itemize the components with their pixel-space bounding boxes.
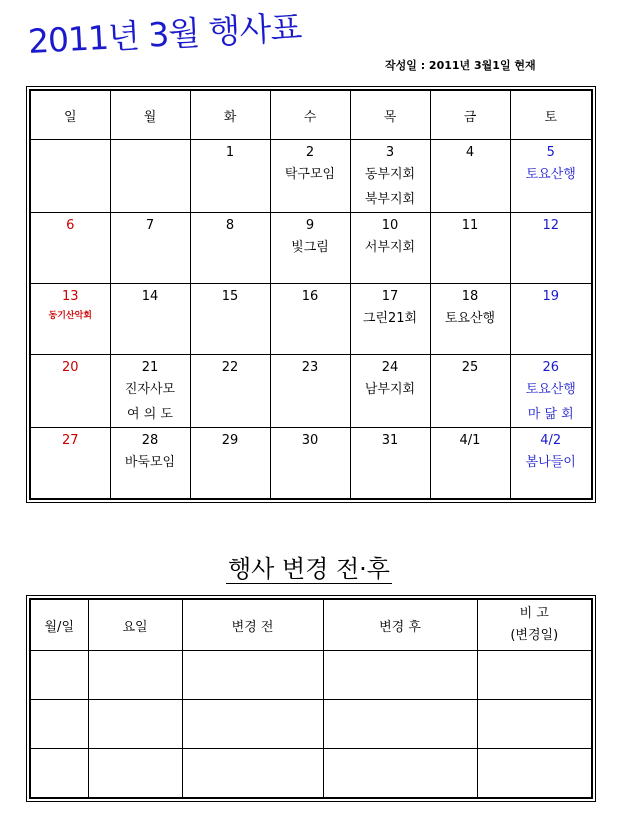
table-cell — [323, 700, 477, 749]
event-label: 봄나들이 — [525, 455, 576, 470]
day-number: 4/1 — [459, 433, 481, 448]
calendar-week — [30, 213, 592, 284]
day-number: 11 — [461, 218, 479, 233]
calendar-week — [30, 428, 592, 500]
calendar-day — [430, 284, 510, 355]
event-label: 토요산행 — [525, 167, 576, 182]
table-cell — [30, 700, 88, 749]
calendar-day — [510, 213, 592, 284]
calendar-day — [190, 140, 270, 213]
calendar-day — [270, 140, 350, 213]
calendar-week — [30, 140, 592, 213]
day-number: 18 — [461, 289, 479, 304]
calendar-day — [350, 428, 430, 500]
col-header-weekday: 요일 — [88, 599, 182, 651]
created-date: 작성일 : 2011년 3월1일 현재 — [385, 59, 536, 72]
day-number: 24 — [381, 360, 399, 375]
day-number: 3 — [385, 145, 395, 160]
changes-header-row — [30, 599, 592, 651]
event-label: 진자사모 — [124, 382, 176, 397]
col-header-before: 변경 전 — [182, 599, 323, 651]
calendar-day — [30, 213, 110, 284]
day-number: 9 — [305, 218, 315, 233]
day-number: 19 — [542, 289, 560, 304]
calendar-day — [350, 140, 430, 213]
day-number: 4 — [465, 145, 475, 160]
calendar-day — [190, 284, 270, 355]
event-label: 서부지회 — [364, 240, 416, 255]
table-cell — [88, 749, 182, 799]
day-number: 10 — [381, 218, 399, 233]
calendar-day — [110, 355, 190, 428]
calendar-day — [110, 213, 190, 284]
day-number: 13 — [61, 289, 79, 304]
calendar-day — [350, 213, 430, 284]
day-number: 8 — [225, 218, 235, 233]
day-number: 15 — [221, 289, 239, 304]
calendar-header-row — [30, 90, 592, 140]
day-number: 30 — [301, 433, 319, 448]
day-header-thu: 목 — [350, 90, 430, 140]
calendar-day — [30, 140, 110, 213]
day-number: 17 — [381, 289, 399, 304]
day-number — [31, 140, 110, 144]
event-label: 탁구모임 — [284, 167, 336, 182]
day-number: 27 — [61, 433, 79, 448]
day-number: 20 — [61, 360, 79, 375]
event-label: 바둑모임 — [124, 455, 176, 470]
event-label: 여 의 도 — [127, 407, 173, 422]
event-label: 빛그림 — [291, 240, 329, 255]
table-row — [30, 700, 592, 749]
note-header-line: (변경일) — [510, 628, 559, 643]
day-number: 29 — [221, 433, 239, 448]
calendar-day — [190, 213, 270, 284]
day-number: 7 — [145, 218, 155, 233]
col-header-after: 변경 후 — [323, 599, 477, 651]
table-cell — [30, 651, 88, 700]
table-cell — [182, 651, 323, 700]
day-number: 21 — [141, 360, 159, 375]
calendar-day — [430, 140, 510, 213]
day-header-mon: 월 — [110, 90, 190, 140]
calendar-day — [110, 428, 190, 500]
table-cell — [477, 749, 592, 799]
day-number: 12 — [542, 218, 560, 233]
calendar-day — [190, 428, 270, 500]
day-number: 6 — [66, 218, 75, 233]
calendar-week — [30, 355, 592, 428]
calendar-day — [270, 213, 350, 284]
day-number: 2 — [305, 145, 315, 160]
calendar-day — [110, 140, 190, 213]
day-header-tue: 화 — [190, 90, 270, 140]
day-header-fri: 금 — [430, 90, 510, 140]
changes-title: 행사 변경 전·후 — [228, 555, 390, 583]
event-label: 그린21회 — [362, 311, 418, 326]
event-label: 남부지회 — [364, 382, 416, 397]
calendar-day — [510, 428, 592, 500]
calendar-day — [30, 355, 110, 428]
event-label: 토요산행 — [525, 382, 576, 397]
event-label: 동부지회 — [364, 167, 416, 182]
day-number: 4/2 — [540, 433, 562, 448]
page-title: 2011년 3월 행사표 — [27, 7, 303, 61]
calendar-day — [350, 284, 430, 355]
day-number: 22 — [221, 360, 239, 375]
calendar-day — [430, 213, 510, 284]
day-number: 23 — [301, 360, 319, 375]
table-cell — [88, 651, 182, 700]
calendar-day — [430, 428, 510, 500]
day-number: 5 — [546, 145, 555, 160]
table-cell — [88, 700, 182, 749]
day-number: 28 — [141, 433, 159, 448]
table-row — [30, 749, 592, 799]
day-number: 26 — [542, 360, 560, 375]
calendar-day — [270, 284, 350, 355]
calendar-day — [30, 284, 110, 355]
table-row — [30, 651, 592, 700]
calendar-day — [350, 355, 430, 428]
col-header-note — [477, 599, 592, 651]
calendar-day — [190, 355, 270, 428]
table-cell — [477, 651, 592, 700]
calendar-day — [270, 428, 350, 500]
day-header-sat: 토 — [510, 90, 592, 140]
calendar-day — [110, 284, 190, 355]
calendar-week — [30, 284, 592, 355]
table-cell — [477, 700, 592, 749]
calendar-day — [430, 355, 510, 428]
calendar-day — [510, 355, 592, 428]
day-number: 16 — [301, 289, 319, 304]
calendar-table — [29, 89, 593, 500]
day-number — [111, 140, 190, 144]
col-header-date: 월/일 — [30, 599, 88, 651]
changes-table — [29, 598, 593, 799]
table-cell — [323, 749, 477, 799]
table-cell — [182, 700, 323, 749]
calendar-day — [510, 284, 592, 355]
event-label: 동기산악회 — [48, 311, 92, 321]
day-number: 1 — [225, 145, 235, 160]
day-header-wed: 수 — [270, 90, 350, 140]
table-cell — [323, 651, 477, 700]
note-header-line: 비 고 — [519, 606, 549, 621]
event-label: 마 닮 회 — [527, 407, 574, 422]
table-cell — [182, 749, 323, 799]
day-number: 14 — [141, 289, 159, 304]
table-cell — [30, 749, 88, 799]
day-number: 31 — [381, 433, 399, 448]
calendar-day — [270, 355, 350, 428]
calendar-day — [510, 140, 592, 213]
event-label: 북부지회 — [364, 192, 416, 207]
day-header-sun: 일 — [30, 90, 110, 140]
day-number: 25 — [461, 360, 479, 375]
event-label: 토요산행 — [444, 311, 496, 326]
calendar-day — [30, 428, 110, 500]
